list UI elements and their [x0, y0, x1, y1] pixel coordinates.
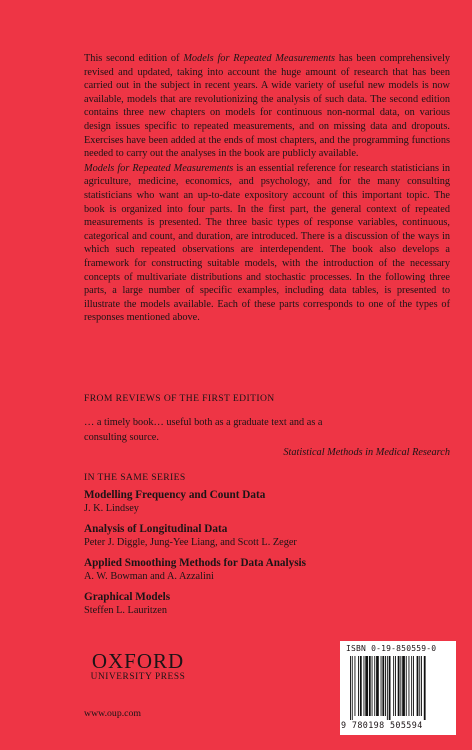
book-title-italic: Models for Repeated Measurements	[183, 53, 336, 64]
series-item	[84, 523, 450, 549]
review-quote-text: … a timely book… useful both as a graduate text and as a consulting source.	[84, 417, 323, 443]
book-title-italic: Models for Repeated Measurements	[84, 162, 234, 174]
publisher-url: www.oup.com	[84, 708, 142, 719]
series-item-authors: A. W. Bowman and A. Azzalini	[84, 571, 214, 582]
series-item	[84, 557, 450, 583]
review-quote-source: Statistical Methods in Medical Research	[283, 447, 450, 458]
barcode-panel	[340, 641, 456, 735]
isbn-text: ISBN 0-19-850559-0	[346, 644, 437, 653]
series-item-title: Modelling Frequency and Count Data	[84, 489, 266, 501]
series-item-title: Applied Smoothing Methods for Data Analysis	[84, 557, 307, 569]
publisher-subtitle: UNIVERSITY PRESS	[90, 672, 186, 682]
publisher-name: OXFORD	[91, 649, 185, 673]
series-item-authors: Peter J. Diggle, Jung-Yee Liang, and Scott L. Zeger	[84, 537, 297, 548]
series-item	[84, 591, 450, 617]
reviews-heading: FROM REVIEWS OF THE FIRST EDITION	[84, 393, 275, 404]
series-item-authors: Steffen L. Lauritzen	[84, 605, 168, 616]
description-paragraph-2: Models for Repeated Measurements is an essential reference for research statisticians in agriculture, medicine, economics, and psychology, and for the many consulting statisticians who want an up-to-date expository account of this important topic. The book is organized into four parts. In the first part, the general context of repeated measurements is presented. The three basic types of response variables, continuous, categorical and count, and duration, are introduced. There is a discussion of the ways in which such repeated observations are interdependent. The book also develops a framework for constructing suitable models, with the introduction of the necessary concepts of multivariate distributions and stochastic processes. In the following three parts, a large number of specific examples, including data tables, is presented to illustrate the models available. Each of these parts corresponds to one of the types of responses mentioned above.	[84, 162, 450, 324]
ean-digits: 9 780198 505594	[341, 720, 423, 730]
description	[84, 52, 450, 326]
series-item-title: Analysis of Longitudinal Data	[84, 523, 228, 535]
series-item-title: Graphical Models	[84, 591, 171, 603]
publisher-logo	[82, 650, 194, 683]
description-paragraph-1: This second edition of Models for Repeated Measurements has been comprehensively revised and updated, taking into account the huge amount of research that has been carried out in the subject in recent years. A wide variety of useful new models is now available, models that are revolutionizing the analysis of such data. The second edition contains three new chapters on models for continuous non-normal data, on various design issues specific to repeated measurements, and on missing data and dropouts. Exercises have been added at the ends of most chapters, and the programming functions needed to carry out the analyses in the book are publicly available.	[84, 53, 451, 160]
series-item	[84, 489, 450, 515]
series-heading: IN THE SAME SERIES	[84, 472, 186, 483]
review-quote	[84, 416, 450, 461]
barcode-icon	[350, 656, 448, 720]
series-list	[84, 489, 450, 625]
series-item-authors: J. K. Lindsey	[84, 503, 139, 514]
